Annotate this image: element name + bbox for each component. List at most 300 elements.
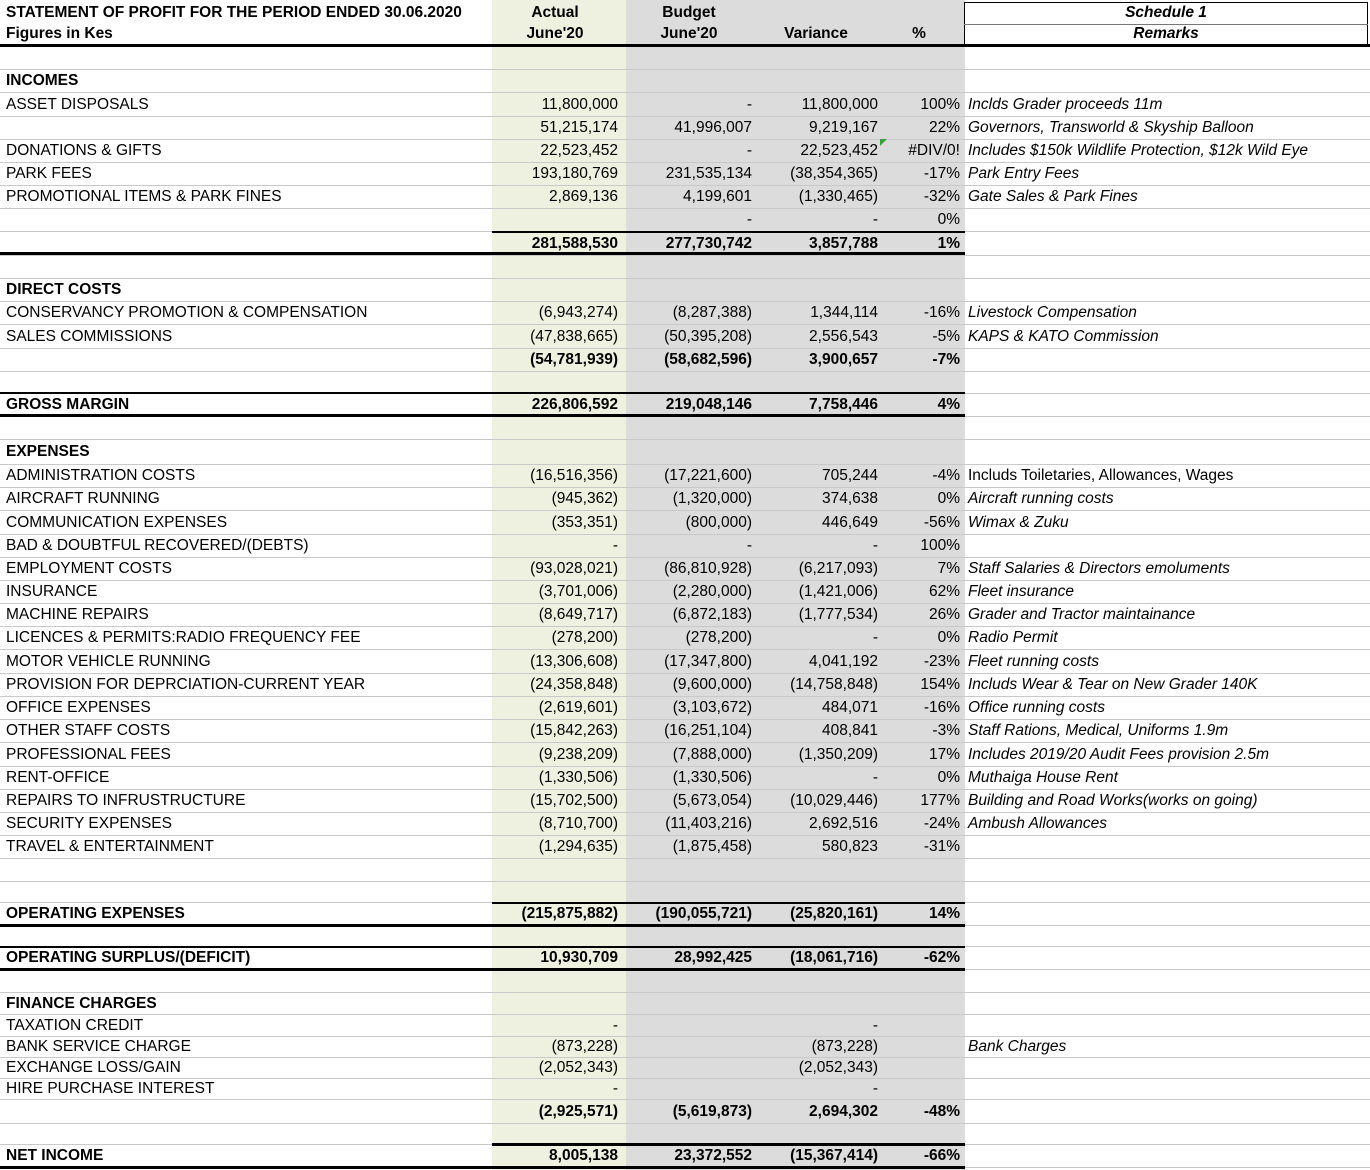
table-row bbox=[0, 209, 1370, 232]
remark-text: Aircraft running costs bbox=[968, 490, 1114, 507]
variance-value: - bbox=[872, 1080, 878, 1097]
row-label: RENT-OFFICE bbox=[6, 769, 110, 786]
actual-value bbox=[492, 882, 618, 902]
actual-value: (47,838,665) bbox=[530, 327, 618, 345]
row-label: BAD & DOUBTFUL RECOVERED/(DEBTS) bbox=[6, 537, 309, 554]
rule-line bbox=[0, 968, 965, 971]
table-row bbox=[0, 279, 1370, 302]
actual-value: (24,358,848) bbox=[530, 676, 618, 693]
row-label: NET INCOME bbox=[6, 1147, 104, 1164]
budget-value: (2,280,000) bbox=[672, 583, 752, 600]
table-row bbox=[0, 650, 1370, 674]
actual-value bbox=[492, 372, 618, 393]
budget-value bbox=[626, 993, 752, 1014]
actual-value bbox=[492, 926, 618, 946]
header-row-2 bbox=[0, 24, 1370, 44]
percent-value: 0% bbox=[937, 211, 960, 228]
budget-value: (278,200) bbox=[685, 629, 752, 646]
budget-value: - bbox=[746, 142, 752, 159]
remark-text: Bank Charges bbox=[968, 1038, 1067, 1055]
row-label bbox=[6, 349, 490, 371]
percent-value: -17% bbox=[923, 165, 960, 182]
table-row bbox=[0, 697, 1370, 720]
remark-text bbox=[968, 1100, 1366, 1123]
table-row bbox=[0, 836, 1370, 859]
row-label bbox=[6, 47, 490, 69]
actual-period: June'20 bbox=[526, 25, 584, 42]
actual-value: (54,781,939) bbox=[530, 351, 618, 368]
variance-value: (18,061,716) bbox=[790, 949, 878, 966]
remark-text bbox=[968, 970, 1366, 992]
row-label: PROVISION FOR DEPRCIATION-CURRENT YEAR bbox=[6, 676, 366, 693]
actual-value bbox=[492, 279, 618, 301]
budget-value bbox=[626, 859, 752, 881]
budget-value: (9,600,000) bbox=[672, 676, 752, 693]
actual-value bbox=[492, 970, 618, 992]
variance-value: (25,820,161) bbox=[790, 905, 878, 922]
actual-value: 51,215,174 bbox=[540, 119, 618, 136]
percent-value bbox=[878, 417, 960, 439]
actual-value bbox=[492, 993, 618, 1014]
budget-value bbox=[626, 70, 752, 92]
table-row bbox=[0, 813, 1370, 836]
variance-value bbox=[754, 47, 878, 69]
rule-line bbox=[492, 231, 965, 233]
variance-value: 11,800,000 bbox=[801, 95, 878, 113]
variance-value bbox=[754, 256, 878, 278]
row-label: OPERATING SURPLUS/(DEFICIT) bbox=[6, 949, 251, 966]
budget-value: (7,888,000) bbox=[672, 745, 752, 763]
row-label: MOTOR VEHICLE RUNNING bbox=[6, 652, 211, 670]
variance-value: (10,029,446) bbox=[790, 792, 878, 809]
remark-text: Fleet running costs bbox=[968, 652, 1099, 670]
actual-value: (13,306,608) bbox=[530, 652, 618, 670]
table-row bbox=[0, 163, 1370, 186]
remark-text: Inclds Grader proceeds 11m bbox=[968, 95, 1163, 113]
budget-value bbox=[626, 417, 752, 439]
table-row bbox=[0, 720, 1370, 743]
actual-value: (8,710,700) bbox=[538, 815, 618, 832]
budget-value: 28,992,425 bbox=[674, 949, 752, 966]
budget-value bbox=[626, 256, 752, 278]
variance-value: (15,367,414) bbox=[790, 1147, 878, 1164]
rule-line bbox=[0, 946, 965, 948]
remark-text: Includes 2019/20 Audit Fees provision 2.5m bbox=[968, 745, 1269, 763]
table-row bbox=[0, 767, 1370, 790]
row-label: LICENCES & PERMITS:RADIO FREQUENCY FEE bbox=[6, 629, 361, 646]
remark-text bbox=[968, 47, 1366, 69]
actual-value bbox=[492, 1124, 618, 1144]
variance-value: (1,330,465) bbox=[798, 188, 878, 205]
percent-value: 4% bbox=[937, 396, 960, 413]
table-row bbox=[0, 970, 1370, 993]
row-label: HIRE PURCHASE INTEREST bbox=[6, 1080, 215, 1097]
variance-value bbox=[754, 372, 878, 393]
percent-value: 100% bbox=[920, 95, 960, 113]
remark-text: Governors, Transworld & Skyship Balloon bbox=[968, 119, 1254, 136]
row-label: DONATIONS & GIFTS bbox=[6, 142, 162, 159]
budget-value: 219,048,146 bbox=[665, 396, 752, 413]
variance-header: Variance bbox=[784, 25, 848, 42]
variance-value: 3,900,657 bbox=[809, 351, 878, 368]
budget-header: Budget bbox=[662, 4, 716, 21]
variance-value: 2,692,516 bbox=[809, 815, 878, 832]
variance-value: (14,758,848) bbox=[790, 676, 878, 693]
actual-value: (278,200) bbox=[551, 629, 618, 646]
table-row bbox=[0, 70, 1370, 93]
table-row bbox=[0, 93, 1370, 117]
actual-value: (16,516,356) bbox=[530, 467, 618, 484]
remark-text bbox=[968, 926, 1366, 946]
row-label bbox=[6, 417, 490, 439]
table-row bbox=[0, 372, 1370, 394]
rule-line bbox=[0, 414, 965, 417]
table-row bbox=[0, 511, 1370, 535]
budget-value bbox=[626, 1037, 752, 1057]
table-row bbox=[0, 926, 1370, 947]
table-row bbox=[0, 627, 1370, 650]
table-row bbox=[0, 993, 1370, 1015]
actual-value: (2,052,343) bbox=[538, 1059, 618, 1076]
actual-value: (6,943,274) bbox=[538, 304, 618, 321]
table-row bbox=[0, 349, 1370, 372]
variance-value: 7,758,446 bbox=[809, 396, 878, 413]
variance-value: - bbox=[872, 1016, 878, 1034]
percent-value: #DIV/0! bbox=[908, 142, 960, 159]
remark-text bbox=[968, 70, 1366, 92]
row-label: DIRECT COSTS bbox=[6, 281, 122, 298]
variance-value bbox=[754, 926, 878, 946]
row-label: FINANCE CHARGES bbox=[6, 994, 157, 1012]
variance-value: - bbox=[872, 769, 878, 786]
actual-value: - bbox=[612, 537, 618, 554]
percent-value: 62% bbox=[928, 583, 960, 600]
percent-value: 0% bbox=[937, 769, 960, 786]
percent-value bbox=[878, 1124, 960, 1144]
variance-value bbox=[754, 970, 878, 992]
budget-value: 231,535,134 bbox=[665, 165, 752, 182]
variance-value: (6,217,093) bbox=[798, 560, 878, 577]
rule-line bbox=[0, 1166, 965, 1169]
remark-text: Livestock Compensation bbox=[968, 304, 1137, 321]
remark-text bbox=[968, 836, 1366, 858]
actual-value: (9,238,209) bbox=[538, 745, 618, 763]
variance-value bbox=[754, 1124, 878, 1144]
row-label bbox=[6, 372, 490, 393]
row-label bbox=[6, 926, 490, 946]
remark-text bbox=[968, 947, 1366, 969]
table-row bbox=[0, 440, 1370, 465]
statement-title: STATEMENT OF PROFIT FOR THE PERIOD ENDED 30.06.2020 bbox=[6, 4, 462, 21]
row-label: OTHER STAFF COSTS bbox=[6, 722, 171, 739]
percent-value bbox=[878, 859, 960, 881]
variance-value: 2,556,543 bbox=[809, 327, 878, 345]
remark-text: Office running costs bbox=[968, 699, 1105, 716]
table-row bbox=[0, 1079, 1370, 1100]
row-label: ASSET DISPOSALS bbox=[6, 95, 149, 113]
percent-value bbox=[878, 440, 960, 464]
budget-value: (8,287,388) bbox=[672, 304, 752, 321]
variance-value: - bbox=[872, 211, 878, 228]
variance-value bbox=[754, 417, 878, 439]
budget-value: (1,320,000) bbox=[672, 490, 752, 507]
actual-value: - bbox=[612, 1016, 618, 1034]
remark-text bbox=[968, 372, 1366, 393]
remark-text: Ambush Allowances bbox=[968, 815, 1107, 832]
actual-value: 2,869,136 bbox=[549, 188, 618, 205]
row-label bbox=[6, 117, 490, 139]
remark-text: Wimax & Zuku bbox=[968, 513, 1069, 531]
table-row bbox=[0, 1037, 1370, 1058]
percent-header: % bbox=[912, 25, 926, 42]
budget-value: (1,330,506) bbox=[672, 769, 752, 786]
row-label: OPERATING EXPENSES bbox=[6, 905, 185, 922]
header-row-1 bbox=[0, 2, 1370, 24]
actual-value: 10,930,709 bbox=[540, 949, 618, 966]
remark-text: Grader and Tractor maintainance bbox=[968, 606, 1196, 623]
table-row bbox=[0, 604, 1370, 627]
actual-value: (2,619,601) bbox=[538, 699, 618, 716]
table-row bbox=[0, 1058, 1370, 1079]
actual-value bbox=[492, 70, 618, 92]
remark-text bbox=[968, 394, 1366, 416]
row-label: CONSERVANCY PROMOTION & COMPENSATION bbox=[6, 304, 368, 321]
table-row bbox=[0, 535, 1370, 558]
remark-text bbox=[968, 349, 1366, 371]
table-row bbox=[0, 140, 1370, 163]
table-row bbox=[0, 882, 1370, 903]
budget-value bbox=[626, 970, 752, 992]
remark-text bbox=[968, 535, 1366, 557]
rule-line bbox=[0, 924, 965, 927]
remark-text bbox=[968, 1124, 1366, 1144]
row-label bbox=[6, 256, 490, 278]
budget-value bbox=[626, 372, 752, 393]
table-row bbox=[0, 117, 1370, 140]
percent-value bbox=[878, 1037, 960, 1057]
actual-value: (215,875,882) bbox=[521, 905, 618, 922]
percent-value bbox=[878, 993, 960, 1014]
row-label: TAXATION CREDIT bbox=[6, 1016, 144, 1034]
budget-value: (5,673,054) bbox=[672, 792, 752, 809]
row-label bbox=[6, 209, 490, 231]
actual-value bbox=[492, 417, 618, 439]
variance-value: 446,649 bbox=[821, 513, 878, 531]
variance-value: 2,694,302 bbox=[809, 1102, 878, 1120]
variance-value: (873,228) bbox=[811, 1038, 878, 1055]
percent-value: 0% bbox=[937, 629, 960, 646]
table-row bbox=[0, 47, 1370, 70]
row-label: INSURANCE bbox=[6, 583, 98, 600]
variance-value: 9,219,167 bbox=[809, 119, 878, 136]
row-label: EXPENSES bbox=[6, 443, 90, 460]
variance-value: 484,071 bbox=[821, 699, 878, 716]
row-label: AIRCRAFT RUNNING bbox=[6, 490, 160, 507]
table-row bbox=[0, 558, 1370, 581]
budget-value: (17,221,600) bbox=[664, 467, 752, 484]
budget-value: 23,372,552 bbox=[674, 1147, 752, 1164]
actual-header: Actual bbox=[531, 4, 579, 21]
percent-value: -62% bbox=[923, 949, 960, 966]
variance-value: 1,344,114 bbox=[810, 304, 878, 321]
table-row bbox=[0, 488, 1370, 511]
remark-text bbox=[968, 859, 1366, 881]
percent-value: -16% bbox=[923, 304, 960, 321]
rule-line bbox=[492, 902, 965, 904]
cell-comment-marker bbox=[880, 139, 887, 146]
row-label: PROFESSIONAL FEES bbox=[6, 745, 171, 763]
percent-value: -31% bbox=[923, 838, 960, 855]
percent-value bbox=[878, 1015, 960, 1036]
row-label: COMMUNICATION EXPENSES bbox=[6, 513, 228, 531]
percent-value: 0% bbox=[937, 490, 960, 507]
variance-value: 3,857,788 bbox=[809, 234, 878, 252]
budget-value: (17,347,800) bbox=[664, 652, 752, 670]
percent-value bbox=[878, 70, 960, 92]
row-label: BANK SERVICE CHARGE bbox=[6, 1038, 191, 1055]
row-label: TRAVEL & ENTERTAINMENT bbox=[6, 838, 214, 855]
variance-value: 374,638 bbox=[821, 490, 878, 507]
percent-value bbox=[878, 372, 960, 393]
row-label: INCOMES bbox=[6, 72, 79, 89]
budget-value: (190,055,721) bbox=[655, 905, 752, 922]
row-label bbox=[6, 1124, 490, 1144]
budget-value bbox=[626, 47, 752, 69]
percent-value: 26% bbox=[928, 606, 960, 623]
actual-value bbox=[492, 256, 618, 278]
budget-value: - bbox=[746, 95, 752, 113]
rule-line bbox=[0, 392, 965, 394]
budget-value: - bbox=[746, 211, 752, 228]
remark-text: KAPS & KATO Commission bbox=[968, 327, 1159, 345]
table-row bbox=[0, 947, 1370, 970]
percent-value: 7% bbox=[937, 560, 960, 577]
remark-text: Radio Permit bbox=[968, 629, 1058, 646]
percent-value bbox=[878, 1058, 960, 1078]
actual-value: (15,842,263) bbox=[530, 722, 618, 739]
actual-value: 226,806,592 bbox=[531, 396, 618, 413]
variance-value: (2,052,343) bbox=[798, 1059, 878, 1076]
variance-value: (38,354,365) bbox=[790, 165, 878, 182]
budget-value: (86,810,928) bbox=[664, 560, 752, 577]
percent-value bbox=[878, 279, 960, 301]
remark-text: Includes $150k Wildlife Protection, $12k Wild Eye bbox=[968, 142, 1309, 159]
actual-value: (3,701,006) bbox=[538, 583, 618, 600]
remark-text bbox=[968, 1058, 1366, 1078]
remark-text bbox=[968, 417, 1366, 439]
budget-value bbox=[626, 279, 752, 301]
rule-line bbox=[0, 252, 965, 255]
percent-value: -56% bbox=[923, 513, 960, 531]
budget-value: 4,199,601 bbox=[683, 188, 752, 205]
percent-value: -32% bbox=[923, 188, 960, 205]
table-row bbox=[0, 581, 1370, 604]
budget-value: (11,403,216) bbox=[665, 815, 752, 832]
budget-value bbox=[626, 440, 752, 464]
variance-value: - bbox=[872, 537, 878, 554]
table-row bbox=[0, 1145, 1370, 1168]
table-row bbox=[0, 674, 1370, 697]
percent-value: -48% bbox=[923, 1102, 960, 1120]
actual-value bbox=[492, 440, 618, 464]
row-label: PROMOTIONAL ITEMS & PARK FINES bbox=[6, 188, 282, 205]
percent-value: 177% bbox=[920, 792, 960, 809]
budget-value: - bbox=[746, 537, 752, 554]
table-row bbox=[0, 1100, 1370, 1124]
remark-text bbox=[968, 279, 1366, 301]
remark-text bbox=[968, 903, 1366, 925]
actual-value: (945,362) bbox=[551, 490, 618, 507]
budget-period: June'20 bbox=[660, 25, 718, 42]
percent-value bbox=[878, 970, 960, 992]
currency-note: Figures in Kes bbox=[6, 25, 113, 42]
remark-text: Park Entry Fees bbox=[968, 165, 1080, 182]
actual-value: - bbox=[612, 1080, 618, 1097]
variance-value: 4,041,192 bbox=[809, 652, 878, 670]
budget-value: (58,682,596) bbox=[664, 351, 752, 368]
percent-value: 154% bbox=[920, 676, 960, 693]
budget-value bbox=[626, 1015, 752, 1036]
row-label: SALES COMMISSIONS bbox=[6, 327, 173, 345]
row-label: OFFICE EXPENSES bbox=[6, 699, 151, 716]
rule-line bbox=[492, 1143, 965, 1146]
row-label bbox=[6, 970, 490, 992]
budget-value: 277,730,742 bbox=[665, 234, 752, 252]
table-row bbox=[0, 186, 1370, 209]
table-row bbox=[0, 790, 1370, 813]
row-label: MACHINE REPAIRS bbox=[6, 606, 149, 623]
percent-value bbox=[878, 882, 960, 902]
table-row bbox=[0, 903, 1370, 926]
variance-value bbox=[754, 70, 878, 92]
table-row bbox=[0, 417, 1370, 440]
percent-value: -4% bbox=[932, 467, 960, 484]
remark-text: Includs Toiletaries, Allowances, Wages bbox=[968, 467, 1234, 484]
percent-value: -66% bbox=[923, 1147, 960, 1164]
remark-text bbox=[968, 1015, 1366, 1036]
variance-value: 408,841 bbox=[821, 722, 878, 739]
table-row bbox=[0, 859, 1370, 882]
row-label: EXCHANGE LOSS/GAIN bbox=[6, 1059, 181, 1076]
budget-value: (16,251,104) bbox=[664, 722, 752, 739]
table-row bbox=[0, 302, 1370, 325]
table-row bbox=[0, 465, 1370, 488]
variance-value bbox=[754, 440, 878, 464]
actual-value: (8,649,717) bbox=[538, 606, 618, 623]
percent-value: -5% bbox=[932, 327, 960, 345]
variance-value bbox=[754, 882, 878, 902]
actual-value: (1,330,506) bbox=[538, 769, 618, 786]
variance-value bbox=[754, 859, 878, 881]
row-label: ADMINISTRATION COSTS bbox=[6, 467, 196, 484]
row-label bbox=[6, 882, 490, 902]
percent-value bbox=[878, 256, 960, 278]
percent-value: 1% bbox=[937, 234, 960, 252]
variance-value: 580,823 bbox=[821, 838, 878, 855]
budget-value: (3,103,672) bbox=[672, 699, 752, 716]
variance-value: (1,777,534) bbox=[798, 606, 878, 623]
budget-value: (6,872,183) bbox=[672, 606, 752, 623]
remark-text: Building and Road Works(works on going) bbox=[968, 792, 1258, 809]
variance-value: 705,244 bbox=[821, 467, 878, 484]
actual-value bbox=[492, 47, 618, 69]
remark-text: Gate Sales & Park Fines bbox=[968, 188, 1138, 205]
percent-value: 22% bbox=[928, 119, 960, 136]
variance-value: (1,350,209) bbox=[798, 745, 878, 763]
percent-value: 17% bbox=[928, 745, 960, 763]
actual-value: (93,028,021) bbox=[530, 560, 618, 577]
variance-value bbox=[754, 993, 878, 1014]
